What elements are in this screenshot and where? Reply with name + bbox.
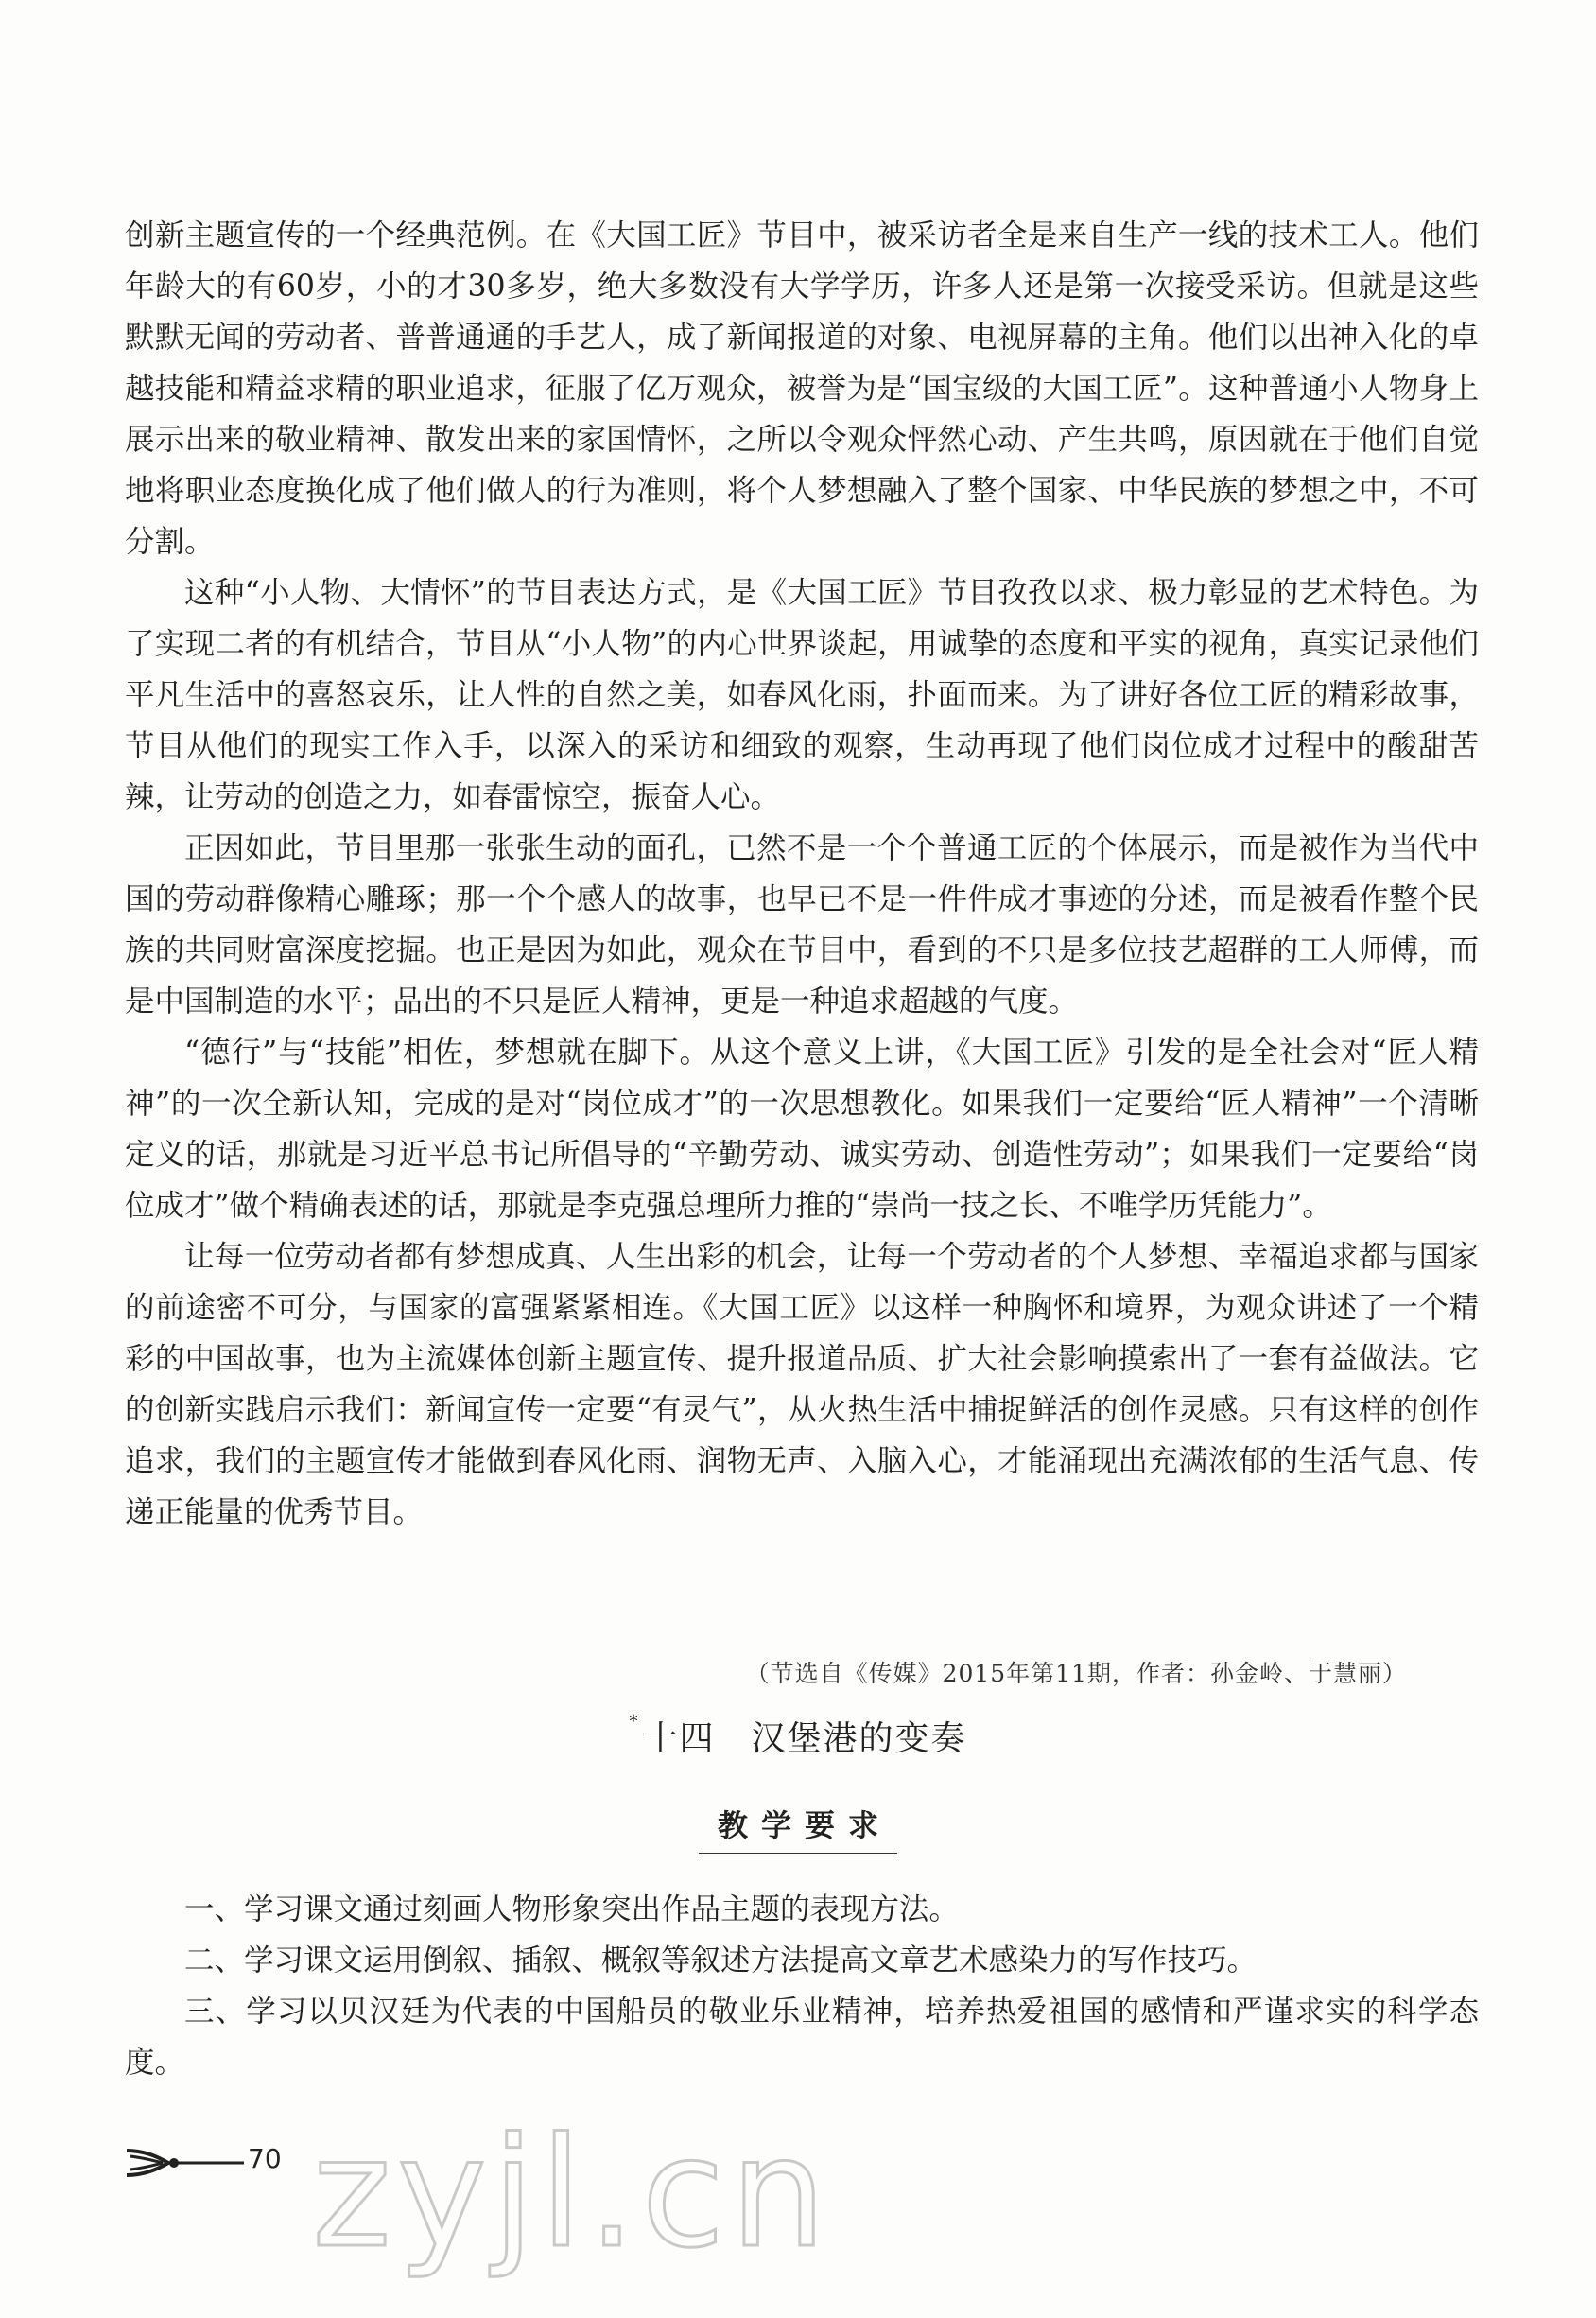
page-number: 70 (248, 2143, 282, 2174)
requirement-item: 一、学习课文通过刻画人物形象突出作品主题的表现方法。 (184, 1892, 960, 1926)
optional-lesson-star: * (629, 1712, 640, 1732)
scissors-ornament-icon (125, 2137, 248, 2185)
paragraph: 让每一位劳动者都有梦想成真、人生出彩的机会，让每一个劳动者的个人梦想、幸福追求都与国家的前途密不可分，与国家的富强紧紧相连。《大国工匠》以这样一种胸怀和境界，为观众讲述了一个精彩的中国故事，也为主流媒体创新主题宣传、提升报道品质、扩大社会影响摸索出了一套有益做法。它的创新实践启示我们：新闻宣传一定要“有灵气”，从火热生活中捕捉鲜活的创作灵感。只有这样的创作追求，我们的主题宣传才能做到春风化雨、润物无声、入脑入心，才能涌现出充满浓郁的生活气息、传递正能量的优秀节目。 (125, 1240, 1479, 1529)
watermark: zyjl.cn (312, 2104, 832, 2281)
requirements-heading-text: 教学要求 (699, 1802, 897, 1856)
requirements-heading (0, 1802, 1596, 1856)
article-body (125, 210, 1479, 1538)
paragraph: 这种“小人物、大情怀”的节目表达方式，是《大国工匠》节目孜孜以求、极力彰显的艺术特色。为了实现二者的有机结合，节目从“小人物”的内心世界谈起，用诚挚的态度和平实的视角，真实记录他们平凡生活中的喜怒哀乐，让人性的自然之美，如春风化雨，扑面而来。为了讲好各位工匠的精彩故事，节目从他们的现实工作入手，以深入的采访和细致的观察，生动再现了他们岗位成才过程中的酸甜苦辣，让劳动的创造之力，如春雷惊空，振奋人心。 (125, 576, 1479, 814)
paragraph: “德行”与“技能”相佐，梦想就在脚下。从这个意义上讲，《大国工匠》引发的是全社会对“匠人精神”的一次全新认知，完成的是对“岗位成才”的一次思想教化。如果我们一定要给“匠人精神”一个清晰定义的话，那就是习近平总书记所倡导的“辛勤劳动、诚实劳动、创造性劳动”；如果我们一定要给“岗位成才”做个精确表述的话，那就是李克强总理所力推的“崇尚一技之长、不唯学历凭能力”。 (125, 1036, 1479, 1223)
requirement-item: 二、学习课文运用倒叙、插叙、概叙等叙述方法提高文章艺术感染力的写作技巧。 (184, 1943, 1258, 1978)
requirements-list (125, 1884, 1479, 2088)
lesson-title-text: 十四 汉堡港的变奏 (643, 1719, 967, 1758)
lesson-title (0, 1712, 1596, 1760)
source-citation: （节选自《传媒》2015年第11期，作者：孙金岭、于慧丽） (745, 1660, 1407, 1687)
requirement-item: 三、学习以贝汉廷为代表的中国船员的敬业乐业精神，培养热爱祖国的感情和严谨求实的科学态度。 (125, 1995, 1479, 2080)
paragraph: 正因如此，节目里那一张张生动的面孔，已然不是一个个普通工匠的个体展示，而是被作为当代中国的劳动群像精心雕琢；那一个个感人的故事，也早已不是一件件成才事迹的分述，而是被看作整个民族的共同财富深度挖掘。也正是因为如此，观众在节目中，看到的不只是多位技艺超群的工人师傅，而是中国制造的水平；品出的不只是匠人精神，更是一种追求超越的气度。 (125, 831, 1479, 1019)
paragraph: 创新主题宣传的一个经典范例。在《大国工匠》节目中，被采访者全是来自生产一线的技术工人。他们年龄大的有60岁，小的才30多岁，绝大多数没有大学学历，许多人还是第一次接受采访。但就是这些默默无闻的劳动者、普普通通的手艺人，成了新闻报道的对象、电视屏幕的主角。他们以出神入化的卓越技能和精益求精的职业追求，征服了亿万观众，被誉为是“国宝级的大国工匠”。这种普通小人物身上展示出来的敬业精神、散发出来的家国情怀，之所以令观众怦然心动、产生共鸣，原因就在于他们自觉地将职业态度换化成了他们做人的行为准则，将个人梦想融入了整个国家、中华民族的梦想之中，不可分割。 (125, 218, 1479, 559)
